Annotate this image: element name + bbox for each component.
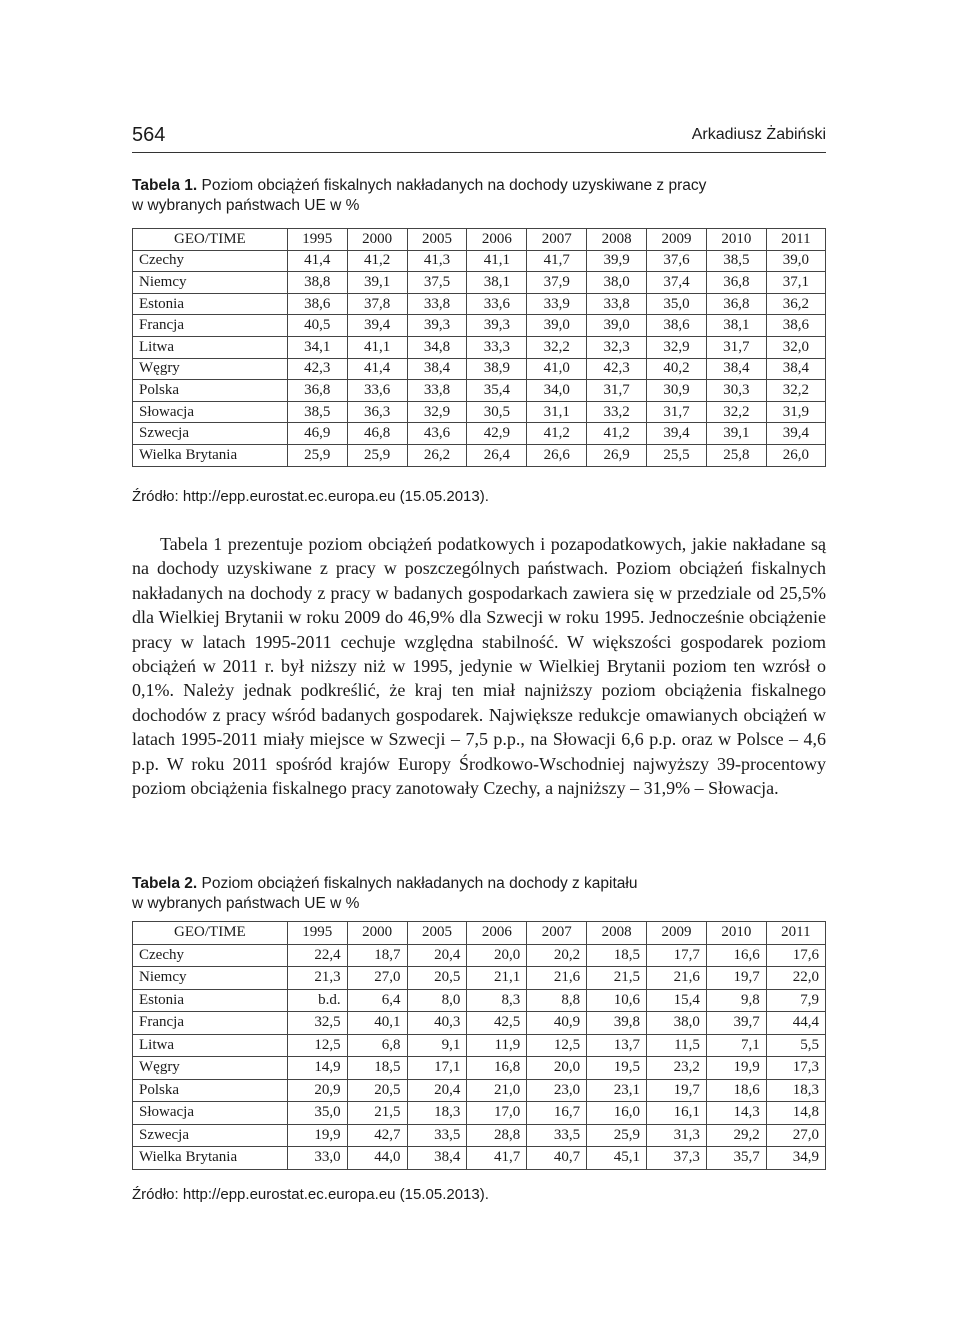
value-cell: 39,8 [587, 1012, 647, 1035]
value-cell: 31,9 [766, 401, 825, 423]
value-cell: 40,5 [287, 315, 347, 337]
value-cell: 37,6 [647, 250, 707, 272]
value-cell: 32,9 [407, 401, 467, 423]
value-cell: 17,3 [766, 1057, 825, 1080]
column-header-country: GEO/TIME [133, 922, 288, 945]
value-cell: 33,8 [407, 293, 467, 315]
value-cell: 21,6 [647, 967, 707, 990]
country-cell: Estonia [133, 293, 288, 315]
running-header [132, 124, 826, 153]
value-cell: 39,7 [706, 1012, 766, 1035]
value-cell: 41,0 [527, 358, 587, 380]
value-cell: 20,0 [527, 1057, 587, 1080]
value-cell: 17,0 [467, 1102, 527, 1125]
country-cell: Czechy [133, 944, 288, 967]
table2-caption [132, 874, 826, 914]
value-cell: 38,6 [647, 315, 707, 337]
value-cell: 20,0 [467, 944, 527, 967]
table1-source: Źródło: http://epp.eurostat.ec.europa.eu (15.05.2013). [132, 488, 489, 505]
body-paragraph: Tabela 1 prezentuje poziom obciążeń podatkowych i pozapodatkowych, jakie nakładane są na dochody uzyskiwane z pracy w poszczególnych państwach. Poziom obciążeń fiskalnych nakładanych na dochody z pracy w badanych gospodarkach zawiera się w przedziale od 25,5% dla Wielkiej Brytanii w roku 2009 do 46,9% dla Szwecji w roku 1995. Jednocześnie obciążenie pracy w latach 1995-2011 cechuje względna stabilność. W większości gospodarek poziom obciążeń w 2011 r. był niższy niż w 1995, jedynie w Wielkiej Brytanii poziom ten wzrósł o 0,1%. Należy jednak podkreślić, że kraj ten miał najniższy poziom obciążenia fiskalnego dochodów z pracy wśród badanych gospodarek. Największe redukcje omawianych obciążeń w latach 1995-2011 miały miejsce w Szwecji – 7,5 p.p., na Słowacji 6,6 p.p. oraz w Polsce – 4,6 p.p. W roku 2011 spośród krajów Europy Środkowo-Wschodniej najwyższy 39-procentowy poziom obciążenia fiskalnego pracy zanotowały Czechy, a najniższy – 31,9% – Słowacja. [132, 534, 826, 799]
value-cell: 44,4 [766, 1012, 825, 1035]
value-cell: 33,5 [407, 1124, 467, 1147]
value-cell: 45,1 [587, 1147, 647, 1170]
value-cell: 40,3 [407, 1012, 467, 1035]
value-cell: 32,9 [647, 336, 707, 358]
value-cell: 36,8 [706, 272, 766, 294]
value-cell: 40,9 [527, 1012, 587, 1035]
value-cell: 25,9 [347, 444, 407, 466]
value-cell: 36,2 [766, 293, 825, 315]
value-cell: 42,3 [287, 358, 347, 380]
value-cell: 30,5 [467, 401, 527, 423]
value-cell: 32,2 [706, 401, 766, 423]
table-row [133, 444, 826, 466]
value-cell: 17,1 [407, 1057, 467, 1080]
value-cell: 21,5 [347, 1102, 407, 1125]
value-cell: 34,0 [527, 380, 587, 402]
value-cell: 29,2 [706, 1124, 766, 1147]
value-cell: 33,5 [527, 1124, 587, 1147]
table-row [133, 380, 826, 402]
value-cell: 41,3 [407, 250, 467, 272]
country-cell: Słowacja [133, 1102, 288, 1125]
value-cell: 38,0 [647, 1012, 707, 1035]
value-cell: 23,1 [587, 1079, 647, 1102]
column-header-year: 2006 [467, 922, 527, 945]
column-header-year: 2010 [706, 922, 766, 945]
table-row [133, 272, 826, 294]
value-cell: 33,3 [467, 336, 527, 358]
country-cell: Polska [133, 380, 288, 402]
table-row [133, 1034, 826, 1057]
value-cell: 20,5 [347, 1079, 407, 1102]
value-cell: 39,4 [647, 423, 707, 445]
value-cell: 38,1 [467, 272, 527, 294]
value-cell: 27,0 [347, 967, 407, 990]
page-number: 564 [132, 124, 166, 146]
value-cell: 7,9 [766, 989, 825, 1012]
value-cell: 38,4 [407, 1147, 467, 1170]
value-cell: 20,9 [287, 1079, 347, 1102]
value-cell: 33,0 [287, 1147, 347, 1170]
country-cell: Szwecja [133, 1124, 288, 1147]
value-cell: 38,1 [706, 315, 766, 337]
table-row [133, 293, 826, 315]
value-cell: 22,0 [766, 967, 825, 990]
value-cell: 19,9 [287, 1124, 347, 1147]
country-cell: Szwecja [133, 423, 288, 445]
table2-caption-line2: w wybranych państwach UE w % [132, 895, 360, 912]
value-cell: 34,8 [407, 336, 467, 358]
value-cell: 32,2 [766, 380, 825, 402]
value-cell: 19,7 [647, 1079, 707, 1102]
country-cell: Litwa [133, 1034, 288, 1057]
table-row [133, 1124, 826, 1147]
column-header-year: 2011 [766, 922, 825, 945]
value-cell: 22,4 [287, 944, 347, 967]
value-cell: 11,9 [467, 1034, 527, 1057]
column-header-year: 2000 [347, 922, 407, 945]
value-cell: 39,3 [467, 315, 527, 337]
country-cell: Słowacja [133, 401, 288, 423]
value-cell: 14,3 [706, 1102, 766, 1125]
value-cell: 41,2 [587, 423, 647, 445]
value-cell: 41,1 [467, 250, 527, 272]
value-cell: 31,7 [647, 401, 707, 423]
value-cell: 39,0 [766, 250, 825, 272]
value-cell: 26,4 [467, 444, 527, 466]
column-header-year: 1995 [287, 922, 347, 945]
value-cell: 23,0 [527, 1079, 587, 1102]
value-cell: 18,3 [407, 1102, 467, 1125]
value-cell: 20,4 [407, 1079, 467, 1102]
value-cell: 42,9 [467, 423, 527, 445]
value-cell: 46,8 [347, 423, 407, 445]
value-cell: 21,5 [587, 967, 647, 990]
value-cell: 17,6 [766, 944, 825, 967]
value-cell: 21,1 [467, 967, 527, 990]
value-cell: 13,7 [587, 1034, 647, 1057]
value-cell: 32,5 [287, 1012, 347, 1035]
value-cell: 12,5 [287, 1034, 347, 1057]
value-cell: 12,5 [527, 1034, 587, 1057]
value-cell: 19,5 [587, 1057, 647, 1080]
table-row [133, 1147, 826, 1170]
column-header-year: 2005 [407, 922, 467, 945]
column-header-year: 2006 [467, 229, 527, 251]
value-cell: 11,5 [647, 1034, 707, 1057]
value-cell: 8,3 [467, 989, 527, 1012]
value-cell: 41,2 [527, 423, 587, 445]
value-cell: 42,7 [347, 1124, 407, 1147]
value-cell: 43,6 [407, 423, 467, 445]
value-cell: 37,3 [647, 1147, 707, 1170]
value-cell: 44,0 [347, 1147, 407, 1170]
value-cell: b.d. [287, 989, 347, 1012]
value-cell: 17,7 [647, 944, 707, 967]
value-cell: 30,9 [647, 380, 707, 402]
value-cell: 18,3 [766, 1079, 825, 1102]
value-cell: 21,0 [467, 1079, 527, 1102]
value-cell: 33,9 [527, 293, 587, 315]
value-cell: 35,7 [706, 1147, 766, 1170]
value-cell: 20,5 [407, 967, 467, 990]
table-header-row [133, 922, 826, 945]
table-row [133, 1102, 826, 1125]
table-row [133, 250, 826, 272]
value-cell: 35,0 [647, 293, 707, 315]
value-cell: 26,6 [527, 444, 587, 466]
value-cell: 10,6 [587, 989, 647, 1012]
value-cell: 7,1 [706, 1034, 766, 1057]
table-row [133, 1079, 826, 1102]
value-cell: 39,9 [587, 250, 647, 272]
value-cell: 38,8 [287, 272, 347, 294]
value-cell: 8,8 [527, 989, 587, 1012]
value-cell: 19,7 [706, 967, 766, 990]
value-cell: 26,0 [766, 444, 825, 466]
value-cell: 40,1 [347, 1012, 407, 1035]
table2 [132, 921, 826, 1170]
value-cell: 33,8 [587, 293, 647, 315]
value-cell: 31,1 [527, 401, 587, 423]
country-cell: Estonia [133, 989, 288, 1012]
value-cell: 33,6 [467, 293, 527, 315]
value-cell: 31,7 [587, 380, 647, 402]
table-row [133, 1057, 826, 1080]
country-cell: Czechy [133, 250, 288, 272]
table-row [133, 944, 826, 967]
table1-caption-text: Poziom obciążeń fiskalnych nakładanych na dochody uzyskiwane z pracy [201, 177, 707, 194]
value-cell: 26,9 [587, 444, 647, 466]
table-row [133, 401, 826, 423]
body-text [132, 532, 826, 800]
value-cell: 38,4 [766, 358, 825, 380]
value-cell: 36,3 [347, 401, 407, 423]
author-name: Arkadiusz Żabiński [691, 126, 826, 143]
country-cell: Niemcy [133, 967, 288, 990]
country-cell: Węgry [133, 358, 288, 380]
table2-label: Tabela 2. [132, 875, 198, 892]
value-cell: 18,6 [706, 1079, 766, 1102]
value-cell: 38,5 [706, 250, 766, 272]
column-header-year: 2007 [527, 922, 587, 945]
table-row [133, 989, 826, 1012]
value-cell: 26,2 [407, 444, 467, 466]
value-cell: 18,5 [587, 944, 647, 967]
value-cell: 39,0 [527, 315, 587, 337]
value-cell: 39,1 [706, 423, 766, 445]
value-cell: 33,8 [407, 380, 467, 402]
value-cell: 41,4 [347, 358, 407, 380]
country-cell: Wielka Brytania [133, 1147, 288, 1170]
value-cell: 28,8 [467, 1124, 527, 1147]
value-cell: 31,7 [706, 336, 766, 358]
value-cell: 38,4 [706, 358, 766, 380]
value-cell: 8,0 [407, 989, 467, 1012]
value-cell: 6,4 [347, 989, 407, 1012]
value-cell: 37,9 [527, 272, 587, 294]
value-cell: 27,0 [766, 1124, 825, 1147]
table1 [132, 228, 826, 467]
column-header-year: 2008 [587, 922, 647, 945]
value-cell: 16,1 [647, 1102, 707, 1125]
value-cell: 32,0 [766, 336, 825, 358]
value-cell: 37,5 [407, 272, 467, 294]
value-cell: 25,9 [587, 1124, 647, 1147]
value-cell: 18,5 [347, 1057, 407, 1080]
table-header-row [133, 229, 826, 251]
value-cell: 41,2 [347, 250, 407, 272]
value-cell: 5,5 [766, 1034, 825, 1057]
value-cell: 16,0 [587, 1102, 647, 1125]
table-row [133, 336, 826, 358]
value-cell: 38,0 [587, 272, 647, 294]
value-cell: 21,3 [287, 967, 347, 990]
country-cell: Litwa [133, 336, 288, 358]
value-cell: 9,8 [706, 989, 766, 1012]
value-cell: 18,7 [347, 944, 407, 967]
table1-caption [132, 176, 826, 216]
value-cell: 38,9 [467, 358, 527, 380]
column-header-year: 2010 [706, 229, 766, 251]
value-cell: 36,8 [706, 293, 766, 315]
value-cell: 32,3 [587, 336, 647, 358]
value-cell: 31,3 [647, 1124, 707, 1147]
table-row [133, 423, 826, 445]
value-cell: 39,4 [347, 315, 407, 337]
column-header-year: 2008 [587, 229, 647, 251]
column-header-year: 2009 [647, 922, 707, 945]
column-header-country: GEO/TIME [133, 229, 288, 251]
value-cell: 25,9 [287, 444, 347, 466]
value-cell: 42,3 [587, 358, 647, 380]
value-cell: 30,3 [706, 380, 766, 402]
table2-source: Źródło: http://epp.eurostat.ec.europa.eu (15.05.2013). [132, 1186, 489, 1203]
country-cell: Francja [133, 315, 288, 337]
column-header-year: 1995 [287, 229, 347, 251]
table1-caption-line2: w wybranych państwach UE w % [132, 197, 360, 214]
value-cell: 33,6 [347, 380, 407, 402]
country-cell: Węgry [133, 1057, 288, 1080]
table-row [133, 1012, 826, 1035]
value-cell: 42,5 [467, 1012, 527, 1035]
value-cell: 16,7 [527, 1102, 587, 1125]
value-cell: 32,2 [527, 336, 587, 358]
value-cell: 40,2 [647, 358, 707, 380]
value-cell: 36,8 [287, 380, 347, 402]
value-cell: 20,4 [407, 944, 467, 967]
value-cell: 41,7 [467, 1147, 527, 1170]
value-cell: 37,4 [647, 272, 707, 294]
value-cell: 33,2 [587, 401, 647, 423]
value-cell: 34,9 [766, 1147, 825, 1170]
country-cell: Wielka Brytania [133, 444, 288, 466]
value-cell: 34,1 [287, 336, 347, 358]
column-header-year: 2005 [407, 229, 467, 251]
value-cell: 39,0 [587, 315, 647, 337]
value-cell: 40,7 [527, 1147, 587, 1170]
value-cell: 16,8 [467, 1057, 527, 1080]
value-cell: 46,9 [287, 423, 347, 445]
value-cell: 25,8 [706, 444, 766, 466]
value-cell: 35,4 [467, 380, 527, 402]
value-cell: 9,1 [407, 1034, 467, 1057]
value-cell: 19,9 [706, 1057, 766, 1080]
value-cell: 25,5 [647, 444, 707, 466]
value-cell: 39,3 [407, 315, 467, 337]
value-cell: 38,6 [766, 315, 825, 337]
column-header-year: 2011 [766, 229, 825, 251]
value-cell: 41,4 [287, 250, 347, 272]
value-cell: 41,7 [527, 250, 587, 272]
value-cell: 16,6 [706, 944, 766, 967]
column-header-year: 2000 [347, 229, 407, 251]
value-cell: 6,8 [347, 1034, 407, 1057]
table-row [133, 315, 826, 337]
country-cell: Francja [133, 1012, 288, 1035]
value-cell: 35,0 [287, 1102, 347, 1125]
value-cell: 14,8 [766, 1102, 825, 1125]
value-cell: 21,6 [527, 967, 587, 990]
value-cell: 39,4 [766, 423, 825, 445]
value-cell: 39,1 [347, 272, 407, 294]
value-cell: 38,5 [287, 401, 347, 423]
table2-caption-text: Poziom obciążeń fiskalnych nakładanych na dochody z kapitału [201, 875, 638, 892]
value-cell: 20,2 [527, 944, 587, 967]
table1-label: Tabela 1. [132, 177, 198, 194]
value-cell: 38,4 [407, 358, 467, 380]
table-row [133, 967, 826, 990]
table-row [133, 358, 826, 380]
value-cell: 41,1 [347, 336, 407, 358]
column-header-year: 2007 [527, 229, 587, 251]
country-cell: Polska [133, 1079, 288, 1102]
value-cell: 14,9 [287, 1057, 347, 1080]
value-cell: 15,4 [647, 989, 707, 1012]
value-cell: 23,2 [647, 1057, 707, 1080]
value-cell: 38,6 [287, 293, 347, 315]
column-header-year: 2009 [647, 229, 707, 251]
value-cell: 37,1 [766, 272, 825, 294]
value-cell: 37,8 [347, 293, 407, 315]
country-cell: Niemcy [133, 272, 288, 294]
